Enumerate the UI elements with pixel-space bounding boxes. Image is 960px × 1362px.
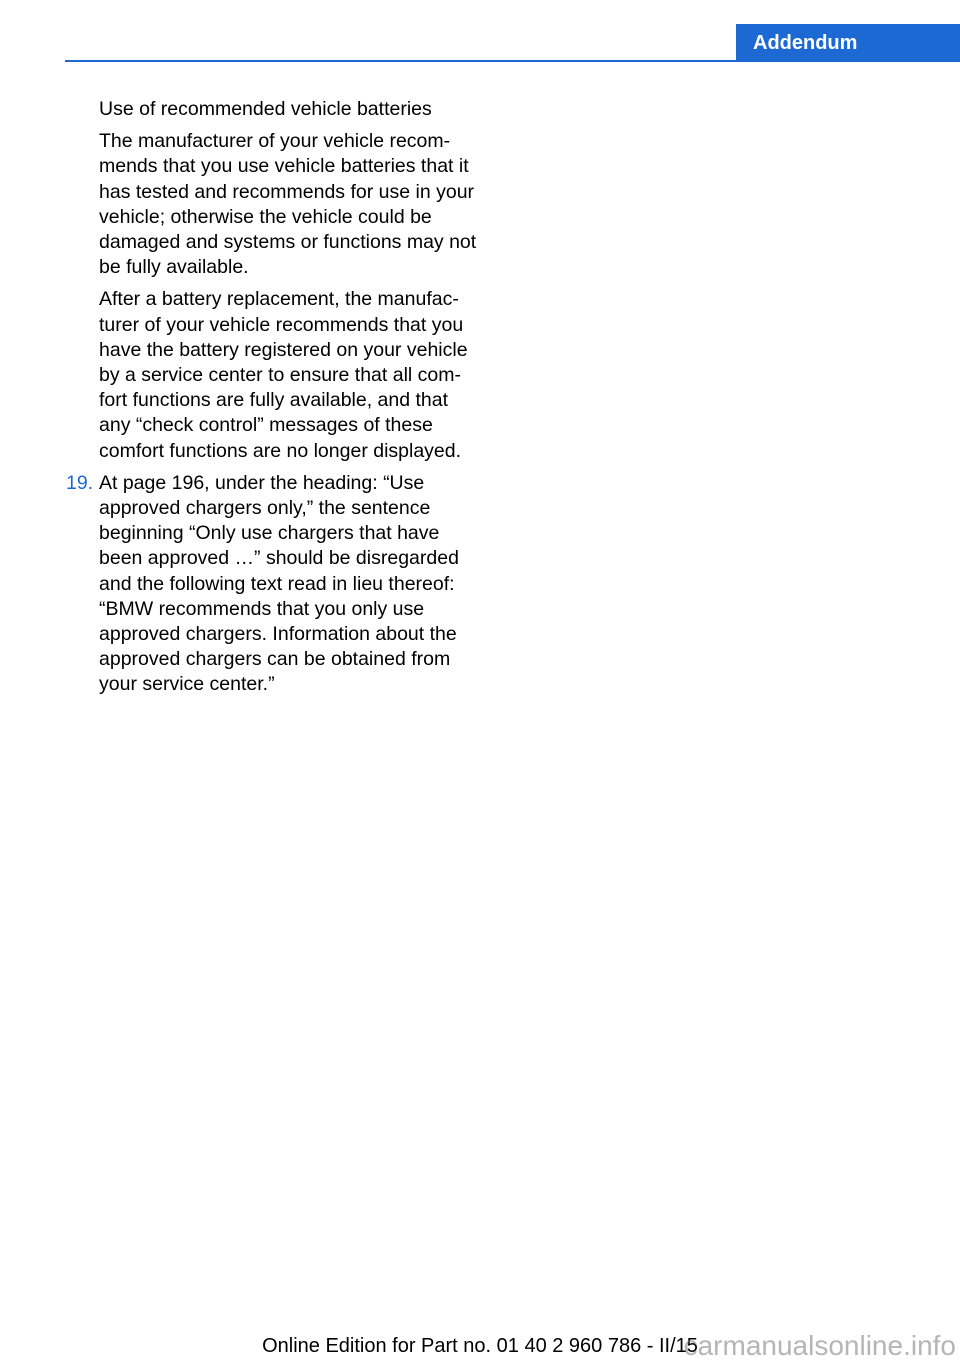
list-item-19	[66, 471, 484, 698]
paragraph-recommended-batteries: The manufacturer of your vehicle recom- mends that you use vehicle batteries that it has tested and recommends for use in your vehicle; otherwise the vehicle could be damaged and systems or functions may not be fully available.	[99, 130, 477, 279]
paragraph-battery-replacement: After a battery replacement, the manufac- turer of your vehicle recommends that you have the battery registered on your vehicle by a service center to ensure that all com- fort functions are fully available, and that any “check control” messages of these comfort functions are no longer displayed.	[99, 288, 468, 462]
footer-edition-text: Online Edition for Part no. 01 40 2 960 786 - II/15	[262, 1335, 698, 1357]
page-content	[66, 97, 484, 705]
section-title: Addendum	[753, 32, 858, 54]
header-rule	[65, 60, 736, 62]
subheading: Use of recommended vehicle batteries	[99, 98, 432, 120]
list-item-text: At page 196, under the heading: “Use approved chargers only,” the sentence beginning “Only use chargers that have been approved …” should be disregarded and the following text read in lieu thereof: “BMW recommends that you only use approved chargers. Information about the approved chargers can be obtained from your service center.”	[99, 471, 459, 696]
list-item-number: 19.	[66, 471, 94, 494]
watermark: carmanualsonline.info	[683, 1330, 956, 1361]
section-title-tab	[736, 24, 960, 62]
